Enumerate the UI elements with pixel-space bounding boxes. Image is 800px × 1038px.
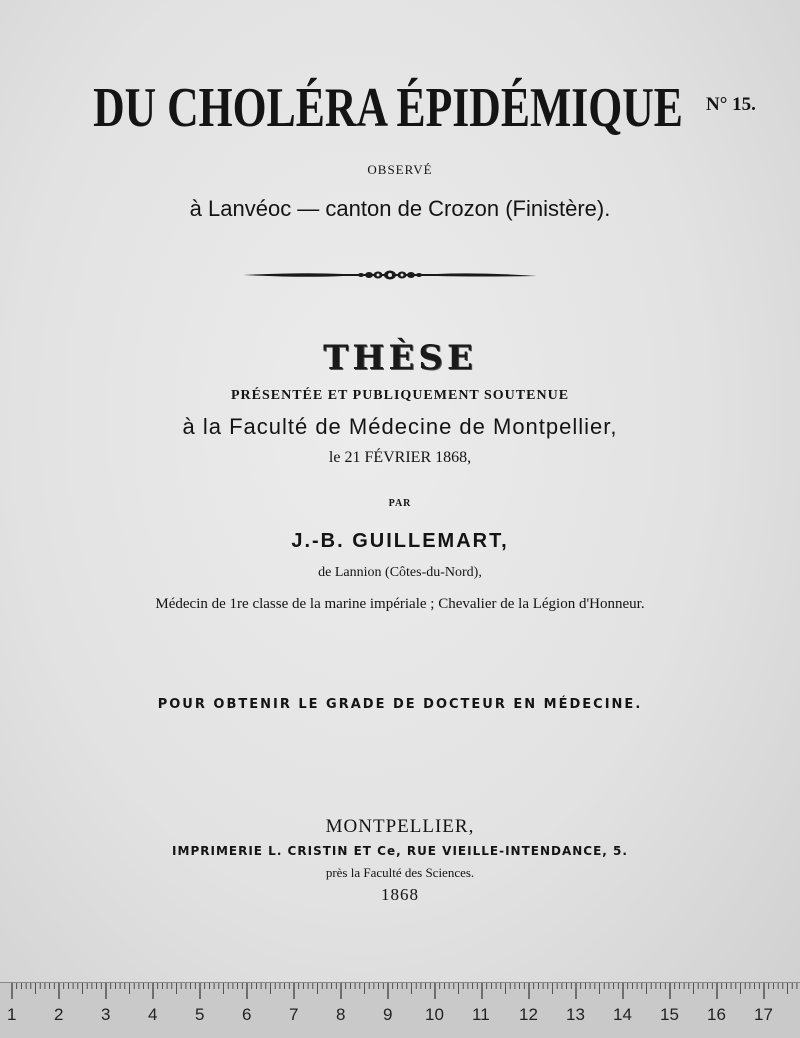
author-name: J.-B. GUILLEMART,	[291, 530, 509, 552]
publication-year: 1868	[381, 885, 419, 904]
date-line: le 21 FÉVRIER 1868,	[328, 449, 472, 466]
observed-label: OBSERVÉ	[367, 162, 433, 177]
author-rank: Médecin de 1re classe de la marine impériale ; Chevalier de la Légion d'Honneur.	[155, 596, 645, 612]
ruler-number: 16	[707, 1005, 726, 1024]
publisher-city: MONTPELLIER,	[325, 816, 475, 837]
ornament-divider	[243, 266, 537, 284]
ruler-number: 15	[660, 1005, 679, 1024]
measuring-ruler	[0, 982, 800, 1038]
ruler-number: 17	[754, 1005, 773, 1024]
ruler-number: 6	[242, 1005, 252, 1024]
ruler-number: 13	[566, 1005, 585, 1024]
ruler-number: 14	[613, 1005, 632, 1024]
ruler-number: 5	[195, 1005, 205, 1024]
presented-line: PRÉSENTÉE ET PUBLIQUEMENT SOUTENUE	[230, 388, 570, 403]
degree-line: POUR OBTENIR LE GRADE DE DOCTEUR EN MÉDECINE.	[157, 697, 643, 712]
ruler-number: 8	[336, 1005, 346, 1024]
author-origin: de Lannion (Côtes-du-Nord),	[318, 565, 482, 580]
ruler-number: 10	[425, 1005, 444, 1024]
ruler-number: 11	[472, 1005, 490, 1024]
ruler-number: 9	[383, 1005, 393, 1024]
thesis-heading: THÈSE	[323, 338, 477, 378]
ruler-number: 1	[7, 1005, 17, 1024]
printer-line: IMPRIMERIE L. CRISTIN ET Ce, RUE VIEILLE-INTENDANCE, 5.	[172, 844, 628, 858]
by-label: PAR	[388, 498, 412, 509]
ruler-number: 7	[289, 1005, 299, 1024]
thesis-number: N° 15.	[706, 94, 756, 115]
ruler-number: 2	[54, 1005, 64, 1024]
ruler-ticks	[0, 983, 800, 1005]
ruler-number: 4	[148, 1005, 158, 1024]
faculty-line: à la Faculté de Médecine de Montpellier,	[182, 414, 618, 439]
ruler-number: 12	[519, 1005, 538, 1024]
ruler-number: 3	[101, 1005, 111, 1024]
document-title: DU CHOLÉRA ÉPIDÉMIQUE	[93, 77, 683, 139]
printer-address: près la Faculté des Sciences.	[325, 865, 475, 880]
location-line: à Lanvéoc — canton de Crozon (Finistère).	[189, 196, 611, 221]
